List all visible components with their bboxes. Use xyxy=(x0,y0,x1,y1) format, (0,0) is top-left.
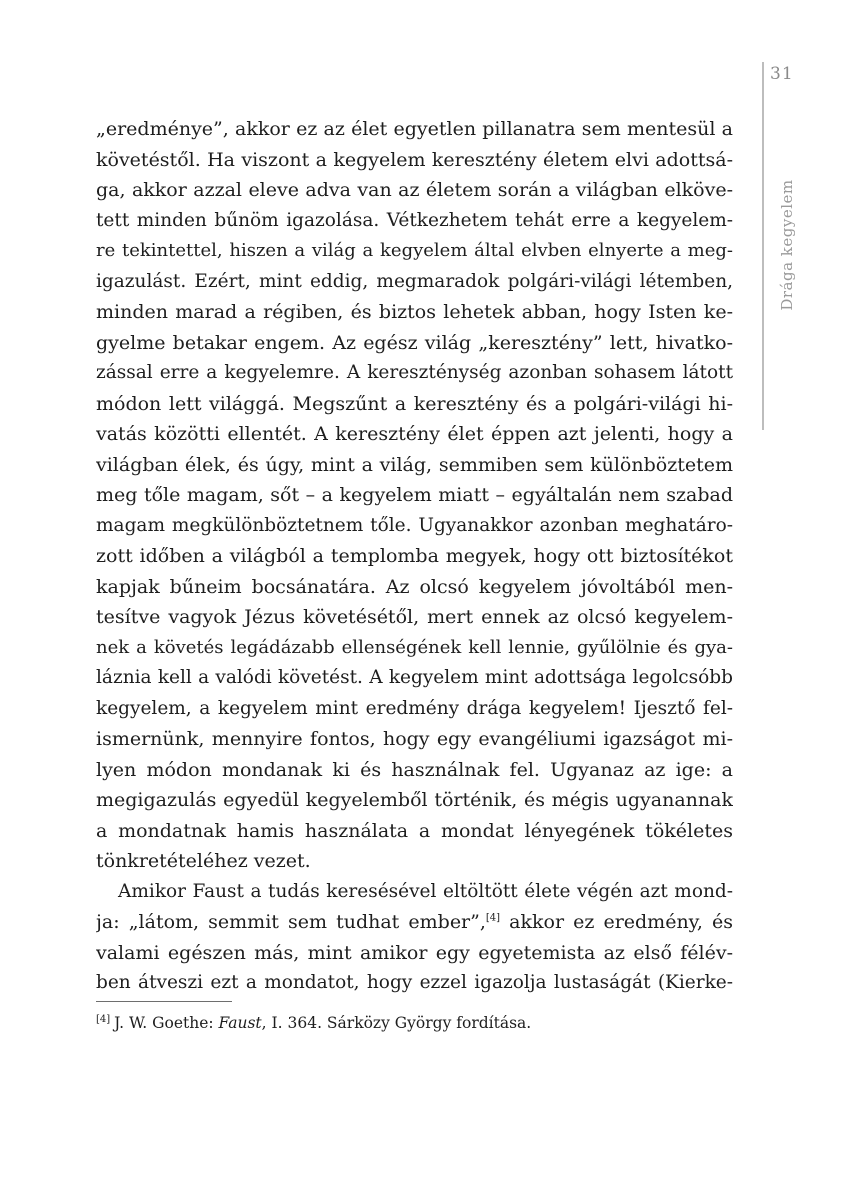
footnote-details: , I. 364. Sárközy György fordítása. xyxy=(261,1014,532,1033)
footnote-reference[interactable]: [4] xyxy=(485,912,501,924)
text-line: tönkretételéhez vezet. xyxy=(96,850,311,872)
text-line: kegyelem, a kegyelem mint eredmény drága kegyelem! Ijesztő fel- xyxy=(96,697,733,719)
footnote-author: J. W. Goethe: xyxy=(114,1014,219,1033)
text-line: tett minden bűnöm igazolása. Vétkezhetem tehát erre a kegyelem- xyxy=(96,209,733,231)
text-line: módon lett világgá. Megszűnt a keresztény és a polgári-világi hi- xyxy=(96,392,733,415)
text-line: re tekintettel, hiszen a világ a kegyelem által elvben elnyerte a meg- xyxy=(96,240,733,261)
text-line xyxy=(96,907,733,938)
text-line: lyen módon mondanak ki és használnak fel. Ugyanaz az ige: a xyxy=(96,758,733,781)
text-line: zott időben a világból a templomba megyek, hogy ott biztosítékot xyxy=(96,545,733,567)
text-line: minden marad a régiben, és biztos lehetek abban, hogy Isten ke- xyxy=(96,301,733,323)
text-line: zással erre a kegyelemre. A kereszténység azonban sohasem látott xyxy=(96,362,733,383)
running-head: Drága kegyelem xyxy=(778,179,796,311)
footnote-marker: [4] xyxy=(96,1014,111,1025)
text-line: nek a követés legádázabb ellenségének kell lennie, gyűlölnie és gya- xyxy=(96,636,733,658)
body-text xyxy=(96,114,733,999)
text-line: meg tőle magam, sőt – a kegyelem miatt – egyáltalán nem szabad xyxy=(96,484,733,506)
text-span: akkor ez eredmény, és xyxy=(500,911,733,933)
text-line: ben átveszi ezt a mondatot, hogy ezzel igazolja lustaságát (Kierke- xyxy=(96,972,733,993)
footnote-work: Faust xyxy=(218,1014,262,1033)
text-line: igazulást. Ezért, mint eddig, megmaradok polgári-világi létemben, xyxy=(96,270,733,292)
page-number: 31 xyxy=(770,64,794,84)
text-line: „eredménye”, akkor ez az élet egyetlen pillanatra sem mentesül a xyxy=(96,118,733,140)
text-line: ga, akkor azzal eleve adva van az életem során a világban elköve- xyxy=(96,179,733,201)
footnote-rule xyxy=(96,1001,232,1002)
text-span: ja: „látom, semmit sem tudhat ember”, xyxy=(96,911,486,933)
text-line: ismernünk, mennyire fontos, hogy egy evangéliumi igazságot mi- xyxy=(96,728,733,750)
text-line: a mondatnak hamis használata a mondat lényegének tökéletes xyxy=(96,819,733,842)
text-line: megigazulás egyedül kegyelemből történik, és mégis ugyanannak xyxy=(96,789,733,811)
text-line: gyelme betakar engem. Az egész világ „keresztény” lett, hivatko- xyxy=(96,331,733,354)
running-head-rule xyxy=(762,62,764,430)
text-line: valami egészen más, mint amikor egy egyetemista az első félév- xyxy=(96,941,733,964)
text-line: magam megkülönböztetnem tőle. Ugyanakkor azonban meghatáro- xyxy=(96,514,733,536)
text-line: Amikor Faust a tudás keresésével eltöltött élete végén azt mond- xyxy=(118,880,733,902)
text-line: láznia kell a valódi követést. A kegyelem mint adottsága legolcsóbb xyxy=(96,667,733,688)
text-line: vatás közötti ellentét. A keresztény élet éppen azt jelenti, hogy a xyxy=(96,423,733,445)
text-line: tesítve vagyok Jézus követésétől, mert ennek az olcsó kegyelem- xyxy=(96,606,733,628)
text-line: követéstől. Ha viszont a kegyelem keresztény életem elvi adottsá- xyxy=(96,148,733,171)
footnote xyxy=(96,1014,531,1032)
text-line: világban élek, és úgy, mint a világ, semmiben sem különböztetem xyxy=(96,453,733,476)
text-line: kapjak bűneim bocsánatára. Az olcsó kegyelem jóvoltából men- xyxy=(96,575,733,598)
